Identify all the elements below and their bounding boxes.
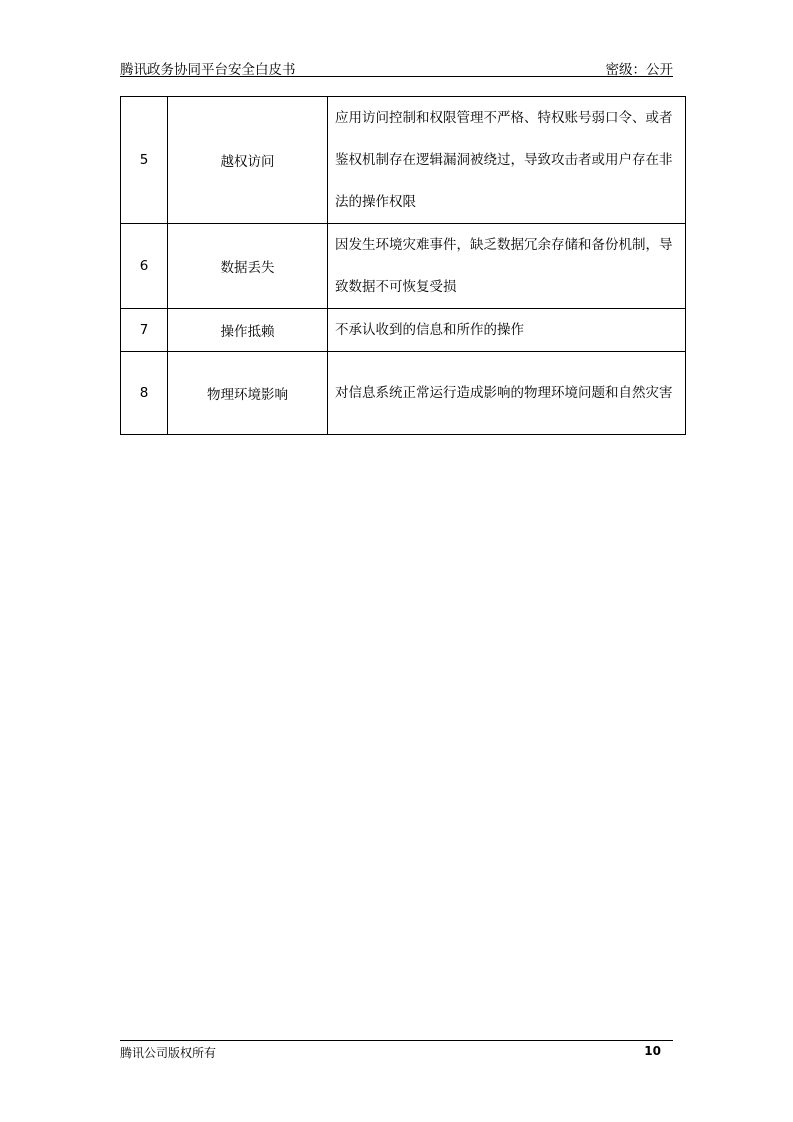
page-number: 10 — [644, 1044, 661, 1058]
risk-name: 物理环境影响 — [168, 352, 328, 435]
row-number: 7 — [121, 309, 168, 352]
risk-description: 不承认收到的信息和所作的操作 — [328, 309, 686, 352]
risk-description: 因发生环境灾难事件，缺乏数据冗余存储和备份机制，导致数据不可恢复受损 — [328, 224, 686, 309]
table-row — [121, 224, 686, 309]
copyright-text: 腾讯公司版权所有 — [120, 1046, 217, 1060]
risk-name: 越权访问 — [168, 97, 328, 224]
risk-name: 数据丢失 — [168, 224, 328, 309]
risk-table — [120, 96, 686, 435]
page-footer — [120, 1040, 673, 1060]
risk-description: 对信息系统正常运行造成影响的物理环境问题和自然灾害 — [328, 352, 686, 435]
risk-name: 操作抵赖 — [168, 309, 328, 352]
table-row — [121, 309, 686, 352]
classification-label: 密级：公开 — [605, 62, 673, 78]
risk-description: 应用访问控制和权限管理不严格、特权账号弱口令、或者鉴权机制存在逻辑漏洞被绕过，导致攻击者或用户存在非法的操作权限 — [328, 97, 686, 224]
row-number: 8 — [121, 352, 168, 435]
table-row — [121, 97, 686, 224]
page-header — [120, 58, 673, 77]
document-title: 腾讯政务协同平台安全白皮书 — [120, 62, 296, 78]
table-row — [121, 352, 686, 435]
row-number: 5 — [121, 97, 168, 224]
row-number: 6 — [121, 224, 168, 309]
